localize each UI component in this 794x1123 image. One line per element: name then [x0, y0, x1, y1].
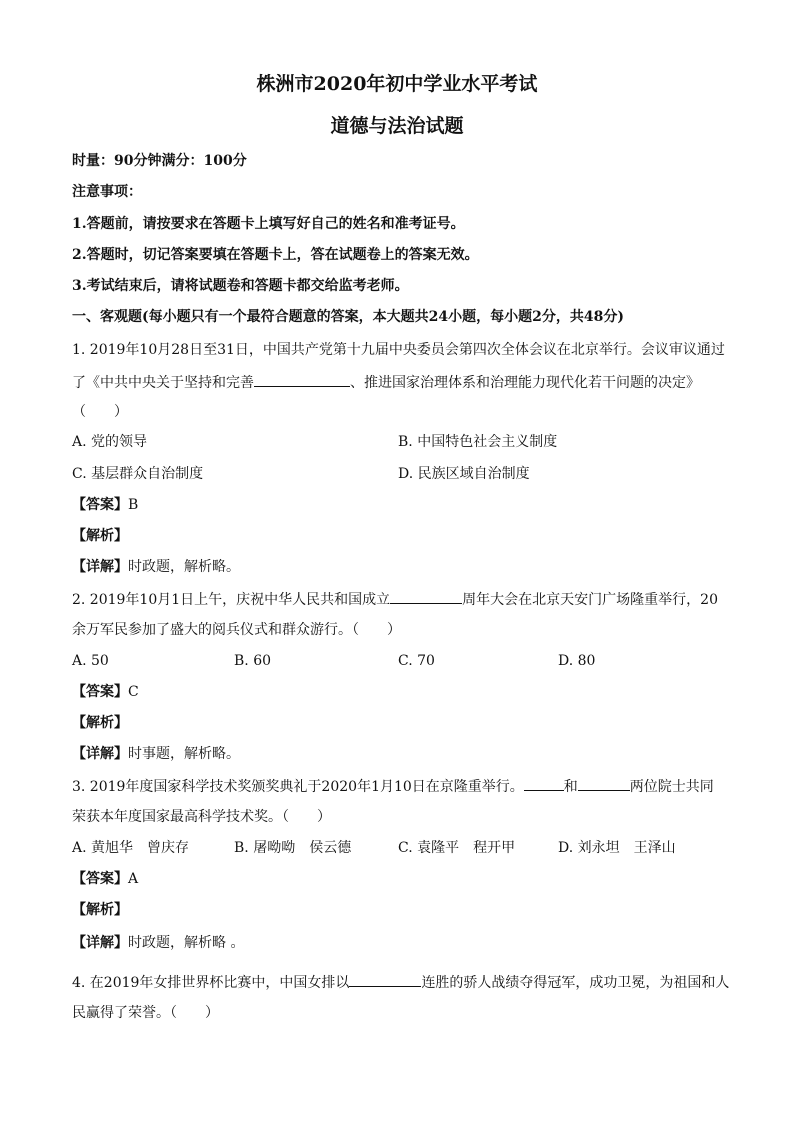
- option-a: A. 黄旭华 曾庆存: [72, 840, 190, 856]
- exam-title: 株洲市2020年初中学业水平考试: [256, 73, 538, 95]
- question-1-stem: 了《中共中央关于坚持和完善 、推进国家治理体系和治理能力现代化若干问题的决定》: [72, 372, 700, 393]
- answer-blank: [578, 776, 630, 791]
- analysis-label: 【解析】: [72, 715, 128, 731]
- analysis-label: 【解析】: [72, 528, 128, 544]
- question-3-stem: 荣获本年度国家最高科学技术奖。（ ）: [72, 809, 331, 825]
- question-3-stem: 3. 2019年度国家科学技术奖颁奖典礼于2020年1月10日在京隆重举行。 和 两位院士共同: [72, 776, 714, 797]
- note-item: 1.答题前，请按要求在答题卡上填写好自己的姓名和准考证号。: [72, 216, 465, 232]
- option-d: D. 80: [558, 653, 596, 669]
- option-a: A. 党的领导: [72, 434, 148, 450]
- section-heading: 一、客观题(每小题只有一个最符合题意的答案，本大题共24小题，每小题2分，共48分): [72, 309, 624, 325]
- exam-subtitle: 道德与法治试题: [330, 115, 464, 137]
- question-1-paren: （ ）: [72, 404, 128, 420]
- answer-blank: [390, 589, 462, 604]
- time-score-info: 时量：90分钟满分：100分: [72, 153, 247, 169]
- answer-line: 【答案】B: [72, 497, 139, 513]
- option-a: A. 50: [72, 653, 109, 669]
- option-b: B. 中国特色社会主义制度: [398, 434, 558, 450]
- option-d: D. 刘永坦 王泽山: [558, 840, 676, 856]
- answer-blank: [349, 972, 421, 987]
- option-c: C. 基层群众自治制度: [72, 466, 204, 482]
- option-b: B. 屠呦呦 侯云德: [234, 840, 352, 856]
- answer-line: 【答案】A: [72, 871, 139, 887]
- analysis-label: 【解析】: [72, 902, 128, 918]
- notes-title: 注意事项：: [72, 184, 142, 200]
- question-1-stem: 1. 2019年10月28日至31日，中国共产党第十九届中央委员会第四次全体会议在北京举行。会议审议通过: [72, 342, 725, 358]
- question-2-stem: 2. 2019年10月1日上午，庆祝中华人民共和国成立 周年大会在北京天安门广场隆重举行，20: [72, 589, 718, 610]
- note-item: 2.答题时，切记答案要填在答题卡上，答在试题卷上的答案无效。: [72, 247, 479, 263]
- question-4-stem: 4. 在2019年女排世界杯比赛中，中国女排以 连胜的骄人战绩夺得冠军，成功卫冕，为祖国和人: [72, 972, 729, 993]
- option-b: B. 60: [234, 653, 272, 669]
- answer-line: 【答案】C: [72, 684, 139, 700]
- note-item: 3.考试结束后，请将试题卷和答题卡都交给监考老师。: [72, 278, 409, 294]
- detail-line: 【详解】时政题，解析略 。: [72, 935, 245, 951]
- option-d: D. 民族区域自治制度: [398, 466, 530, 482]
- detail-line: 【详解】时事题，解析略。: [72, 746, 240, 762]
- answer-blank: [524, 776, 564, 791]
- question-4-stem: 民赢得了荣誉。（ ）: [72, 1005, 219, 1021]
- option-c: C. 70: [398, 653, 435, 669]
- question-2-stem: 余万军民参加了盛大的阅兵仪式和群众游行。（ ）: [72, 622, 401, 638]
- option-c: C. 袁隆平 程开甲: [398, 840, 516, 856]
- answer-blank: [254, 372, 350, 387]
- detail-line: 【详解】时政题，解析略。: [72, 559, 240, 575]
